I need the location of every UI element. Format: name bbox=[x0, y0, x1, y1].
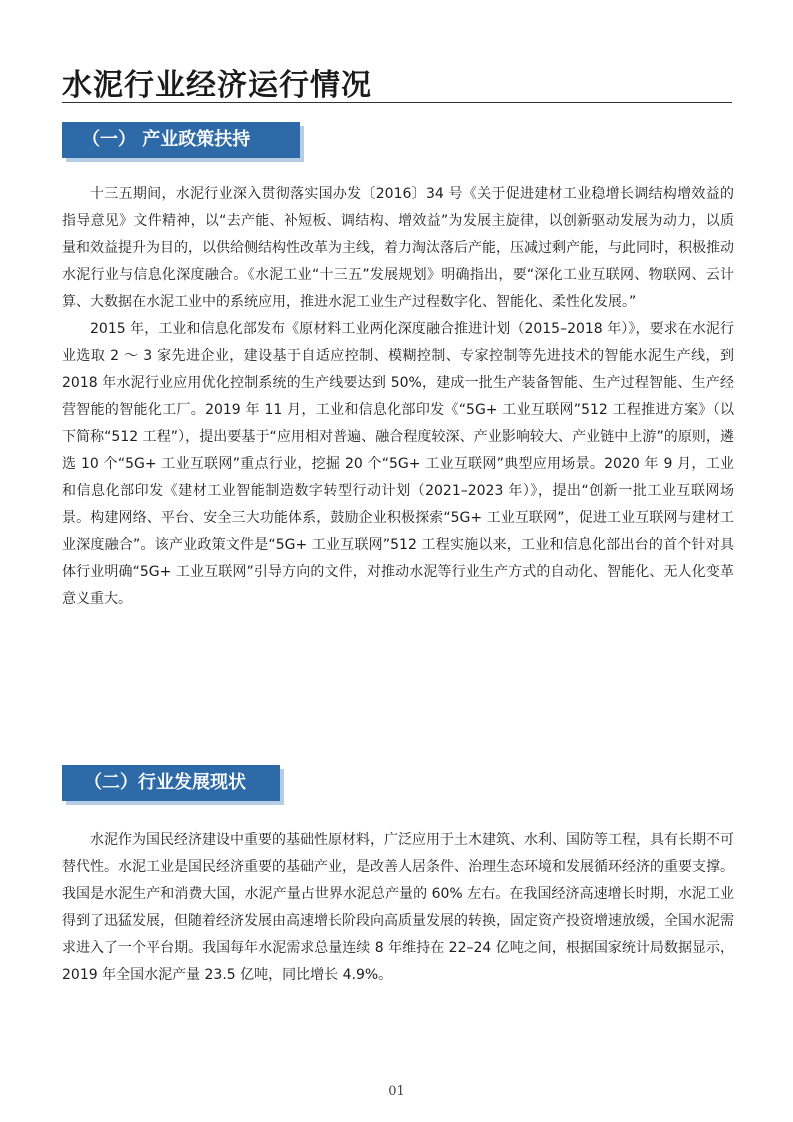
section-body-policy-support bbox=[62, 181, 734, 613]
section-body-industry-status bbox=[62, 827, 734, 989]
section-heading-industry-status: （二）行业发展现状 bbox=[62, 765, 280, 801]
page-title: 水泥行业经济运行情况 bbox=[62, 68, 372, 103]
title-divider bbox=[62, 102, 732, 103]
section-heading-policy-support: （一） 产业政策扶持 bbox=[62, 122, 300, 158]
paragraph: 2015 年，工业和信息化部发布《原材料工业两化深度融合推进计划（2015–2018 年）》，要求在水泥行业选取 2 ～ 3 家先进企业，建设基于自适应控制、模糊控制、专家控制等先进技术的智能水泥生产线，到 2018 年水泥行业应用优化控制系统的生产线要达到 50%，建成一批生产装备智能、生产过程智能、生产经营智能的智能化工厂。2019 年 11 月，工业和信息化部印发《“5G+ 工业互联网”512 工程推进方案》（以下简称“512 工程”），提出要基于“应用相对普遍、融合程度较深、产业影响较大、产业链中上游”的原则，遴选 10 个“5G+ 工业互联网”重点行业，挖掘 20 个“5G+ 工业互联网”典型应用场景。2020 年 9 月，工业和信息化部印发《建材工业智能制造数字转型行动计划（2021–2023 年）》，提出“创新一批工业互联网场景。构建网络、平台、安全三大功能体系，鼓励企业积极探索“5G+ 工业互联网”，促进工业互联网与建材工业深度融合”。该产业政策文件是“5G+ 工业互联网”512 工程实施以来，工业和信息化部出台的首个针对具体行业明确“5G+ 工业互联网”引导方向的文件，对推动水泥等行业生产方式的自动化、智能化、无人化变革意义重大。 bbox=[62, 321, 734, 607]
page-number: 01 bbox=[388, 1084, 405, 1099]
paragraph: 十三五期间，水泥行业深入贯彻落实国办发〔2016〕34 号《关于促进建材工业稳增长调结构增效益的指导意见》文件精神，以“去产能、补短板、调结构、增效益”为发展主旋律，以创新驱动发展为动力，以质量和效益提升为目的，以供给侧结构性改革为主线，着力淘汰落后产能，压减过剩产能，与此同时，积极推动水泥行业与信息化深度融合。《水泥工业“十三五”发展规划》明确指出，要“深化工业互联网、物联网、云计算、大数据在水泥工业中的系统应用，推进水泥工业生产过程数字化、智能化、柔性化发展。” bbox=[62, 186, 734, 310]
paragraph: 水泥作为国民经济建设中重要的基础性原材料，广泛应用于土木建筑、水利、国防等工程，具有长期不可替代性。水泥工业是国民经济重要的基础产业，是改善人居条件、治理生态环境和发展循环经济的重要支撑。我国是水泥生产和消费大国，水泥产量占世界水泥总产量的 60% 左右。在我国经济高速增长时期，水泥工业得到了迅猛发展，但随着经济发展由高速增长阶段向高质量发展的转换，固定资产投资增速放缓，全国水泥需求进入了一个平台期。我国每年水泥需求总量连续 8 年维持在 22–24 亿吨之间，根据国家统计局数据显示，2019 年全国水泥产量 23.5 亿吨，同比增长 4.9%。 bbox=[62, 832, 734, 983]
